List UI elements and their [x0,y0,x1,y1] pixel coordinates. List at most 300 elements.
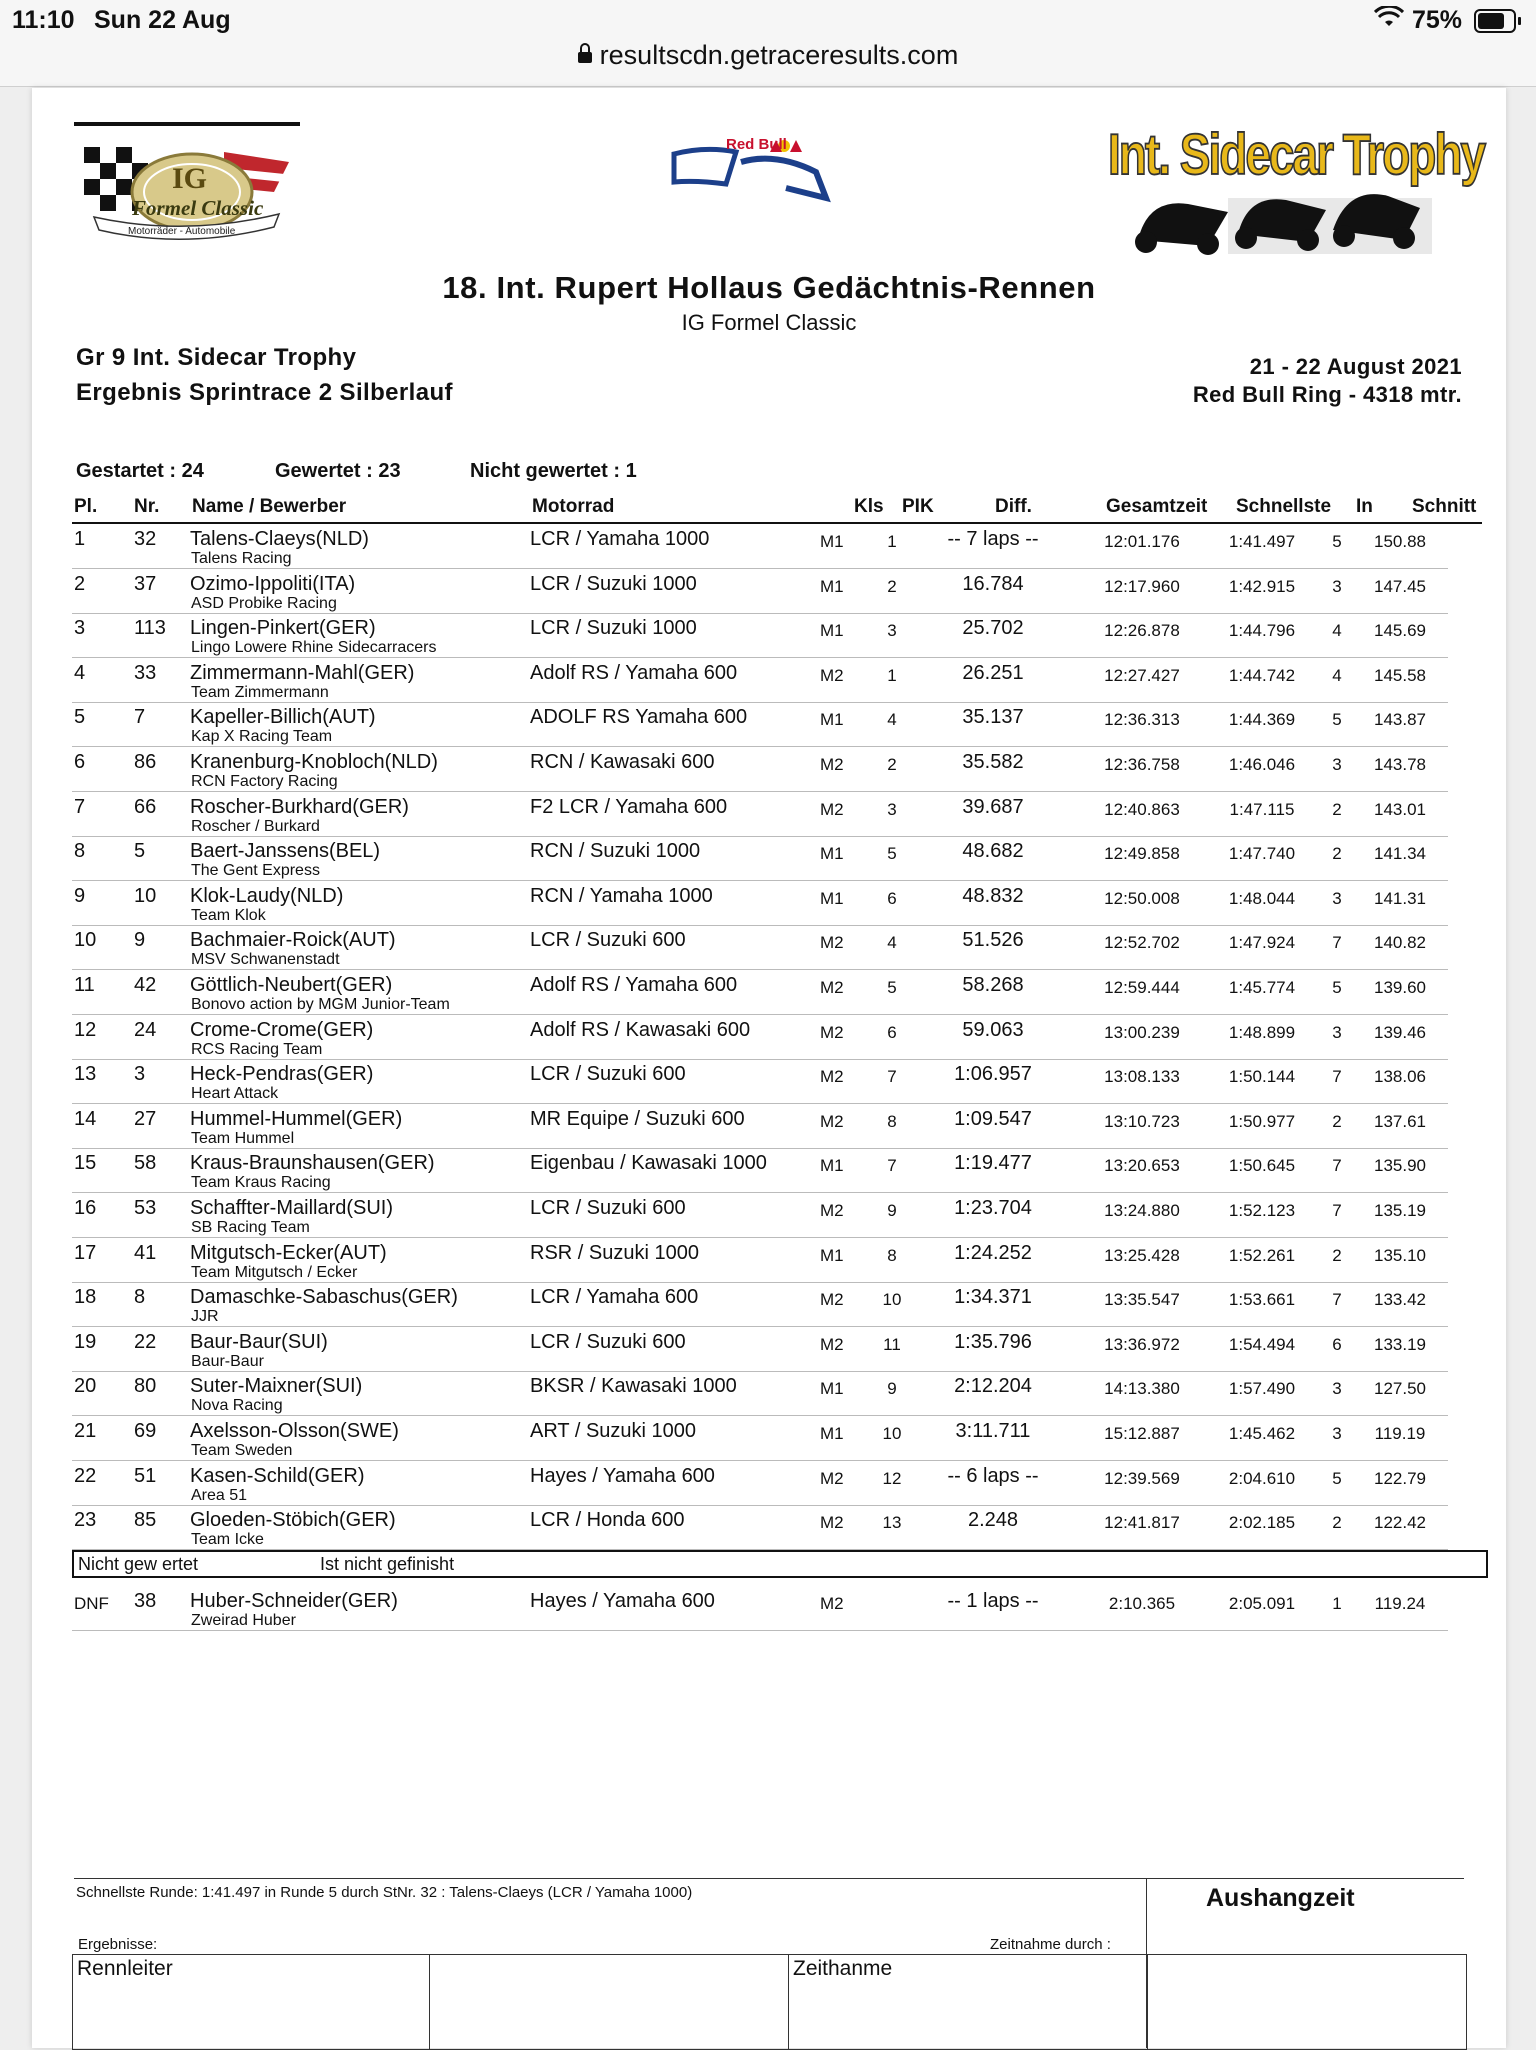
row-diff: 48.682 [962,840,1024,863]
row-bike: LCR / Suzuki 1000 [530,572,697,595]
row-total: 14:13.380 [1104,1379,1180,1399]
row-avg: 139.60 [1374,978,1426,997]
row-team: Nova Racing [191,1397,283,1415]
row-in: 2 [1332,1513,1342,1533]
row-avg: 139.46 [1374,1022,1426,1042]
row-bike: Adolf RS / Yamaha 600 [530,661,738,684]
table-row [72,1461,1448,1506]
row-nr: 27 [134,1107,157,1130]
table-row [72,970,1448,1015]
row-name: Gloeden-Stöbich(GER) [190,1509,396,1532]
row-fastest: 1:45.462 [1228,1424,1296,1443]
row-name: Kranenburg-Knobloch(NLD) [190,751,438,773]
row-team: Baur-Baur [191,1352,264,1370]
row-fastest: 1:52.261 [1228,1245,1296,1265]
row-total: 12:36.313 [1104,710,1180,730]
row-kls: M2 [820,755,844,774]
row-pl: 1 [74,528,86,550]
class-line: Gr 9 Int. Sidecar Trophy [76,344,357,371]
row-diff: 1:23.704 [954,1197,1032,1219]
event-date: 21 - 22 August 2021 [1249,354,1462,379]
row-in: 5 [1332,1468,1342,1488]
row-pik: 6 [887,1022,897,1042]
row-kls: M2 [820,933,844,953]
row-avg: 141.34 [1374,844,1426,864]
row-pl: 18 [74,1286,97,1309]
wifi-icon [1374,6,1404,37]
row-pl: 11 [74,974,95,996]
row-avg: 138.06 [1374,1067,1426,1087]
row-kls: M1 [820,1245,844,1265]
row-diff: 39.687 [962,795,1024,818]
row-diff: 51.526 [962,929,1024,952]
row-bike: LCR / Suzuki 600 [530,1063,686,1086]
row-fastest: 1:53.661 [1228,1290,1296,1310]
col-schnitt: Schnitt [1412,496,1477,517]
rennleiter-label: Rennleiter [77,1957,173,1980]
row-pik: 13 [882,1513,902,1533]
signature-box-blank [429,1954,789,2050]
row-diff: 1:19.477 [954,1152,1032,1175]
row-kls: M1 [820,1424,844,1443]
row-avg: 127.50 [1374,1379,1426,1399]
row-team: MSV Schwanenstadt [191,951,340,969]
row-avg: 143.78 [1374,755,1426,774]
row-fastest: 1:50.144 [1228,1067,1296,1087]
table-row [72,1059,1448,1104]
row-kls: M2 [820,1111,844,1131]
row-in: 3 [1332,576,1342,596]
result-line: Ergebnis Sprintrace 2 Silberlauf [76,379,453,406]
row-diff: 26.251 [962,661,1024,684]
row-avg: 135.90 [1374,1156,1426,1176]
row-pik: 10 [882,1290,902,1310]
battery-icon [1474,9,1516,33]
row-bike: RCN / Yamaha 1000 [530,884,713,907]
dnf-row [72,1586,1448,1631]
row-in: 4 [1332,665,1342,685]
row-name: Talens-Claeys(NLD) [190,528,369,550]
row-total: 13:24.880 [1104,1201,1180,1220]
address-bar[interactable] [0,38,1536,87]
row-avg: 147.45 [1374,576,1426,596]
table-row [72,1416,1448,1461]
row-pl: 3 [74,617,86,640]
row-diff: -- 7 laps -- [947,528,1039,550]
row-pik: 1 [887,665,897,685]
row-pl: 9 [74,884,86,907]
row-fastest: 1:50.645 [1228,1156,1296,1176]
row-fastest: 2:02.185 [1228,1513,1296,1533]
row-in: 3 [1332,888,1342,908]
row-in: 2 [1332,1245,1342,1265]
row-bike: F2 LCR / Yamaha 600 [530,795,728,818]
row-fastest: 1:44.796 [1228,621,1296,641]
row-bike: Adolf RS / Kawasaki 600 [530,1018,751,1041]
row-avg: 150.88 [1374,532,1426,551]
zeitnahme-box-label: Zeithanme [793,1957,893,1980]
url-text: resultscdn.getraceresults.com [599,40,959,70]
row-total: 12:36.758 [1104,755,1180,774]
row-pl: 8 [74,840,86,863]
row-bike: LCR / Suzuki 600 [530,929,686,952]
fastest-lap-note: Schnellste Runde: 1:41.497 in Runde 5 durch StNr. 32 : Talens-Claeys (LCR / Yamaha 1000) [76,1884,693,1901]
row-fastest: 1:47.115 [1229,799,1295,819]
row-avg: 140.82 [1374,933,1426,953]
row-in: 7 [1332,1067,1342,1087]
dnf-bike: Hayes / Yamaha 600 [530,1590,715,1612]
row-team: Team Mitgutsch / Ecker [191,1263,358,1281]
row-name: Ozimo-Ippoliti(ITA) [190,572,356,595]
row-name: Schaffter-Maillard(SUI) [190,1197,394,1219]
row-kls: M1 [820,532,844,551]
row-diff: 3:11.711 [955,1420,1031,1442]
table-row [72,1371,1448,1416]
row-pik: 9 [887,1379,897,1399]
row-pik: 1 [887,532,897,551]
table-row [72,1104,1448,1149]
row-bike: BKSR / Kawasaki 1000 [530,1375,737,1398]
row-name: Hummel-Hummel(GER) [190,1107,403,1130]
row-name: Baur-Baur(SUI) [190,1330,328,1353]
row-total: 13:25.428 [1104,1245,1180,1265]
table-row [72,836,1448,881]
ergebnisse-label: Ergebnisse: [78,1936,158,1953]
row-team: Team Icke [191,1531,264,1549]
url-display[interactable] [0,40,1536,71]
row-diff: 48.832 [962,884,1024,907]
row-in: 7 [1332,1201,1342,1220]
col-in: In [1356,496,1373,517]
row-bike: RSR / Suzuki 1000 [530,1241,699,1264]
table-row [72,925,1448,970]
row-name: Göttlich-Neubert(GER) [190,974,393,996]
row-fastest: 1:45.774 [1228,978,1296,997]
row-total: 12:40.863 [1104,799,1180,819]
ig-logo-script: Formel Classic [132,196,264,220]
zeitnahme-label: Zeitnahme durch : [990,1936,1111,1953]
row-team: Team Sweden [191,1442,293,1459]
not-classified-count: Nicht gewertet : 1 [470,460,637,482]
row-pl: 6 [74,751,86,773]
sidecar-trophy-logo [1108,120,1485,256]
row-pl: 20 [74,1375,97,1398]
row-name: Suter-Maixner(SUI) [190,1375,363,1398]
row-total: 12:50.008 [1104,888,1180,908]
row-nr: 3 [134,1063,146,1086]
ig-formel-classic-logo [74,122,300,252]
row-diff: 2:12.204 [954,1375,1032,1398]
row-total: 13:08.133 [1104,1067,1180,1087]
row-pl: 13 [74,1063,97,1086]
table-row [72,613,1448,658]
sidecar-trophy-logo-text: Int. Sidecar Trophy [1108,121,1485,187]
table-row [72,792,1448,837]
row-in: 5 [1332,978,1342,997]
row-nr: 86 [134,751,157,773]
row-total: 12:17.960 [1104,576,1180,596]
row-avg: 135.10 [1374,1245,1426,1265]
row-team: Team Klok [191,906,266,924]
row-pl: 22 [74,1464,97,1487]
table-row [72,1015,1448,1060]
row-diff: 25.702 [962,617,1024,640]
row-fastest: 2:04.610 [1228,1468,1296,1488]
dnf-team: Zweirad Huber [191,1612,296,1629]
page-subtitle: IG Formel Classic [681,310,857,335]
row-kls: M1 [820,621,844,641]
row-in: 5 [1332,710,1342,730]
row-bike: Eigenbau / Kawasaki 1000 [530,1152,767,1175]
row-bike: MR Equipe / Suzuki 600 [530,1107,745,1130]
row-in: 2 [1332,844,1342,864]
row-in: 5 [1332,532,1342,551]
row-kls: M2 [820,1468,844,1488]
col-kls: Kls [854,496,884,517]
row-diff: 1:35.796 [954,1330,1032,1353]
not-classified-reason: Ist nicht gefinisht [320,1554,455,1574]
dnf-total: 2:10.365 [1108,1594,1176,1613]
row-pik: 2 [887,576,897,596]
row-kls: M2 [820,1290,844,1310]
row-pl: 15 [74,1152,97,1175]
row-nr: 85 [134,1509,157,1532]
row-nr: 33 [134,661,157,684]
row-fastest: 1:57.490 [1228,1379,1296,1399]
row-fastest: 1:47.740 [1228,844,1296,864]
row-nr: 8 [134,1286,146,1309]
row-kls: M2 [820,1067,844,1087]
row-total: 12:01.176 [1104,532,1180,551]
classified-count: Gewertet : 23 [275,460,401,482]
row-avg: 122.42 [1374,1513,1426,1533]
row-pl: 17 [74,1241,97,1264]
row-nr: 113 [134,617,166,640]
row-kls: M2 [820,1513,844,1533]
footer-top-line [74,1878,1464,1879]
row-bike: Adolf RS / Yamaha 600 [530,974,738,996]
row-pl: 4 [74,661,86,684]
page-title: 18. Int. Rupert Hollaus Gedächtnis-Rennen [442,270,1096,305]
row-pik: 5 [887,844,897,864]
row-bike: ADOLF RS Yamaha 600 [530,706,748,729]
signature-box-rennleiter [72,1954,430,2050]
row-bike: ART / Suzuki 1000 [530,1420,697,1442]
row-nr: 37 [134,572,157,595]
row-name: Mitgutsch-Ecker(AUT) [190,1241,387,1264]
row-nr: 42 [134,974,157,996]
row-avg: 133.19 [1374,1334,1426,1354]
row-total: 12:52.702 [1104,933,1180,953]
row-pl: 10 [74,929,97,952]
col-motorrad: Motorrad [532,496,615,517]
signature-box-aushang [1147,1954,1467,2050]
row-in: 4 [1332,621,1342,641]
table-row [72,1238,1448,1283]
table-header [72,496,1482,524]
col-diff: Diff. [995,496,1032,517]
ig-logo-small: Motorräder - Automobile [128,226,236,237]
row-name: Klok-Laudy(NLD) [190,884,344,907]
row-avg: 119.19 [1374,1424,1426,1443]
row-bike: LCR / Yamaha 600 [530,1286,699,1309]
row-name: Heck-Pendras(GER) [190,1063,374,1086]
row-total: 13:36.972 [1104,1334,1180,1354]
row-nr: 66 [134,795,157,818]
row-pl: 16 [74,1197,97,1219]
table-row [72,1505,1448,1550]
dnf-name: Huber-Schneider(GER) [190,1590,398,1612]
row-pl: 21 [74,1420,97,1442]
row-pik: 2 [887,755,897,774]
row-in: 2 [1332,1111,1342,1131]
row-nr: 41 [134,1241,157,1264]
row-nr: 9 [134,929,146,952]
row-bike: RCN / Kawasaki 600 [530,751,715,773]
row-bike: LCR / Suzuki 600 [530,1330,686,1353]
table-row [72,747,1448,792]
row-diff: 1:24.252 [954,1241,1032,1264]
row-team: ASD Probike Racing [191,594,337,612]
row-kls: M2 [820,1334,844,1354]
row-pl: 23 [74,1509,97,1532]
col-gesamtzeit: Gesamtzeit [1106,496,1208,517]
table-row [72,524,1448,569]
row-fastest: 1:48.044 [1228,888,1296,908]
dnf-kls: M2 [820,1594,844,1613]
row-total: 12:59.444 [1104,978,1180,997]
table-row [72,658,1448,703]
col-schnellste: Schnellste [1236,496,1332,517]
row-fastest: 1:44.742 [1228,665,1296,685]
row-fastest: 1:48.899 [1228,1022,1296,1042]
row-in: 3 [1332,1022,1342,1042]
row-team: RCN Factory Racing [191,773,338,790]
row-pik: 7 [887,1067,897,1087]
col-pik: PIK [902,496,934,517]
battery-percent: 75% [1412,6,1463,34]
row-fastest: 1:46.046 [1228,755,1296,774]
row-pik: 12 [882,1468,902,1488]
row-diff: 2.248 [967,1509,1019,1532]
row-name: Kapeller-Billich(AUT) [190,706,376,729]
row-total: 12:26.878 [1104,621,1180,641]
row-in: 3 [1332,755,1342,774]
red-bull-logo-text: Red Bull [726,136,787,153]
row-in: 7 [1332,933,1342,953]
row-diff: 16.784 [962,572,1024,595]
date: Sun 22 Aug [94,6,231,34]
row-team: Roscher / Burkard [191,817,320,835]
row-kls: M2 [820,978,844,997]
row-total: 13:20.653 [1104,1156,1180,1176]
row-bike: LCR / Yamaha 1000 [530,528,710,550]
not-classified-bar [72,1550,1488,1578]
row-fastest: 1:47.924 [1228,933,1296,953]
dnf-in: 1 [1332,1594,1342,1613]
row-total: 12:27.427 [1104,665,1180,685]
row-team: Lingo Lowere Rhine Sidecarracers [191,639,437,657]
row-fastest: 1:44.369 [1228,710,1296,730]
row-total: 12:39.569 [1104,1468,1180,1488]
results-document [32,88,1506,2048]
signature-box-zeitnahme [788,1954,1148,2050]
row-diff: 1:09.547 [954,1107,1032,1130]
row-kls: M2 [820,665,844,685]
row-kls: M1 [820,1156,844,1176]
table-row [72,1148,1448,1193]
row-fastest: 1:41.497 [1228,532,1296,551]
row-pik: 4 [887,710,897,730]
not-classified-label: Nicht gew ertet [78,1554,199,1574]
row-bike: LCR / Suzuki 1000 [530,617,697,640]
row-in: 6 [1332,1334,1342,1354]
row-nr: 24 [134,1018,157,1041]
row-bike: LCR / Suzuki 600 [530,1197,686,1219]
row-pl: 19 [74,1330,97,1353]
row-avg: 143.87 [1374,710,1426,730]
clock: 11:10 [12,6,75,34]
row-total: 13:00.239 [1104,1022,1180,1042]
row-fastest: 1:52.123 [1228,1201,1296,1220]
row-name: Axelsson-Olsson(SWE) [190,1420,399,1442]
row-kls: M1 [820,710,844,730]
row-avg: 133.42 [1374,1290,1426,1310]
row-diff: 1:34.371 [954,1286,1032,1309]
ig-logo-text: IG [172,162,208,195]
started-count: Gestartet : 24 [76,460,204,482]
row-pl: 7 [74,795,86,818]
row-avg: 141.31 [1374,888,1426,908]
row-diff: 1:06.957 [954,1063,1032,1086]
table-row [72,1193,1448,1238]
row-pl: 12 [74,1018,97,1041]
row-avg: 137.61 [1374,1111,1426,1131]
row-pik: 10 [882,1424,902,1443]
row-fastest: 1:42.915 [1228,576,1296,596]
row-nr: 80 [134,1375,157,1398]
col-nr: Nr. [134,496,160,517]
row-name: Kasen-Schild(GER) [190,1464,365,1487]
row-kls: M1 [820,844,844,864]
row-total: 15:12.887 [1104,1424,1180,1443]
row-avg: 145.69 [1374,621,1426,641]
row-nr: 53 [134,1197,157,1219]
col-name: Name / Bewerber [192,496,347,517]
row-team: Team Hummel [191,1129,295,1147]
row-diff: 35.137 [962,706,1024,729]
dnf-pl: DNF [74,1594,109,1613]
table-row [72,1282,1448,1327]
dnf-diff: -- 1 laps -- [947,1590,1039,1612]
row-kls: M1 [820,576,844,596]
row-kls: M1 [820,888,844,908]
row-nr: 5 [134,840,146,863]
row-in: 2 [1332,799,1342,819]
dnf-nr: 38 [134,1590,157,1612]
aushangzeit-label: Aushangzeit [1206,1884,1355,1912]
row-team: SB Racing Team [191,1219,310,1236]
row-total: 12:41.817 [1104,1513,1180,1533]
table-row [72,881,1448,926]
row-nr: 32 [134,528,157,550]
table-row [72,702,1448,747]
row-avg: 143.01 [1374,799,1426,819]
row-team: Talens Racing [191,550,292,567]
row-name: Baert-Janssens(BEL) [190,840,381,863]
row-pik: 11 [883,1334,901,1354]
row-nr: 7 [134,706,146,729]
